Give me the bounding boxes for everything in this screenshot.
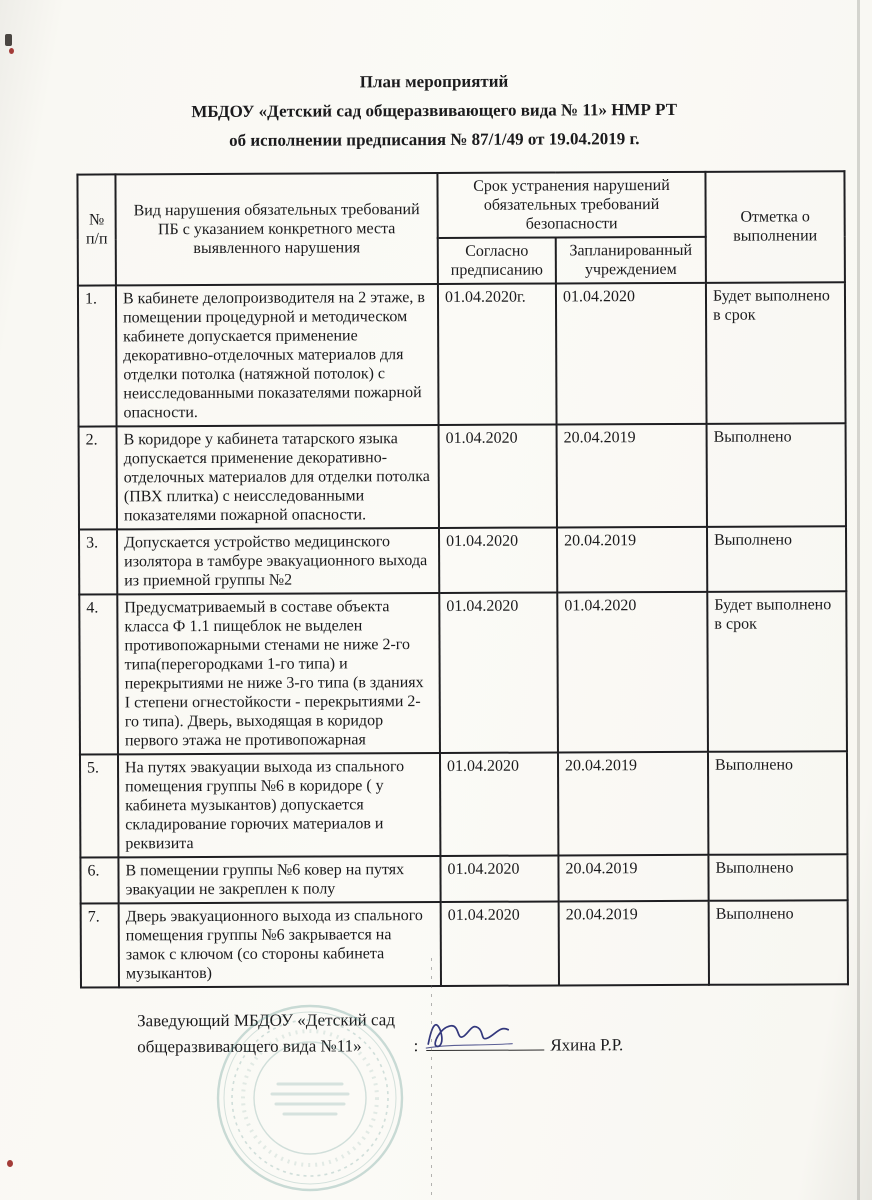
completion-mark-cell: Выполнено (709, 900, 848, 985)
title-line-2: МБДОУ «Детский сад общеразвивающего вида № 11» НМР РТ (191, 99, 678, 121)
row-num-cell: 6. (80, 857, 118, 903)
header-violation: Вид нарушения обязательных требований ПБ с указанием конкретного места выявленного нарушения (115, 173, 437, 285)
table-header (77, 171, 844, 285)
signatory-name: Яхина Р.Р. (550, 1035, 624, 1055)
table-row (81, 900, 848, 987)
planned-date-cell: 20.04.2019 (557, 423, 707, 527)
header-deadline-planned: Запланированный учреждением (556, 236, 706, 283)
table-row (79, 423, 846, 529)
row-num-cell: 2. (79, 426, 117, 529)
scan-fold-crease (431, 958, 432, 1200)
prescribed-date-cell: 01.04.2020 (441, 901, 559, 986)
prescribed-date-cell: 01.04.2020г. (438, 283, 557, 425)
signatory-position-line-2: общеразвивающего вида №11» (137, 1036, 362, 1057)
violation-cell: Дверь эвакуационного выхода из спального помещения группы №6 закрывается на замок с ключом (со стороны кабинета музыкантов) (119, 902, 441, 987)
signature-line (426, 1047, 544, 1052)
prescribed-date-cell: 01.04.2020 (439, 592, 558, 753)
violation-cell: В помещении группы №6 ковер на путях эвакуации не закреплен к полу (118, 856, 440, 903)
title-line-3: об исполнении предписания № 87/1/49 от 19.04.2019 г. (229, 128, 640, 150)
header-num: № п/п (77, 174, 115, 285)
scan-artifact-speck (9, 48, 14, 54)
signatory-position-line-1: Заведующий МБДОУ «Детский сад (137, 1009, 396, 1030)
table-row (78, 282, 846, 426)
prescribed-date-cell: 01.04.2020 (440, 855, 558, 902)
title-line-1: План мероприятий (359, 71, 509, 92)
signature-block (137, 1005, 872, 1061)
scan-artifact-speck (5, 34, 12, 46)
completion-mark-cell: Выполнено (707, 423, 846, 527)
prescribed-date-cell: 01.04.2020 (439, 527, 557, 593)
document-title-block (0, 66, 870, 156)
prescribed-date-cell: 01.04.2020 (440, 752, 558, 856)
row-num-cell: 1. (78, 285, 117, 426)
table-row (79, 526, 846, 594)
row-num-cell: 3. (79, 529, 117, 594)
header-completion: Отметка о выполнении (705, 171, 844, 283)
completion-mark-cell: Будет выполнено в срок (707, 591, 847, 752)
planned-date-cell: 20.04.2019 (559, 900, 709, 985)
violation-cell: В кабинете делопроизводителя на 2 этаже, в помещении процедурной и методическом кабинете допускается применение декоративно-отделочных материалов для отделки потолка (натяжной потолок) с неисследованными показателями пожарной опасности. (116, 284, 439, 426)
row-num-cell: 5. (80, 754, 118, 857)
table-row (80, 751, 847, 857)
completion-mark-cell: Выполнено (707, 526, 846, 592)
violation-cell: На путях эвакуации выхода из спального помещения группы №6 в коридоре ( у кабинета музыкантов) допускается складирование горючих материалов и реквизита (118, 753, 440, 857)
handwritten-signature (420, 1014, 548, 1055)
page-edge-shadow (857, 0, 860, 1200)
planned-date-cell: 01.04.2020 (557, 591, 708, 752)
table-row (80, 854, 847, 903)
violation-cell: Предусматриваемый в составе объекта класса Ф 1.1 пищеблок не выделен противопожарными стенами не ниже 2-го типа(перегородками 1-го типа) и перекрытиями не ниже 3-го типа (в зданиях I степени огнестойкости - перекрытиями 2-го типа). Дверь, выходящая в коридор первого этажа не противопожарная (117, 593, 440, 754)
signature-area (414, 1032, 624, 1059)
violation-cell: В коридоре у кабинета татарского языка допускается применение декоративно-отделочных материалов для отделки потолка (ПВХ плитка) с неисследованными показателями пожарной опасности. (117, 425, 439, 529)
row-num-cell: 4. (79, 594, 118, 754)
header-deadline-group: Срок устранения нарушений обязательных требований безопасности (437, 171, 705, 237)
prescribed-date-cell: 01.04.2020 (439, 424, 557, 528)
completion-mark-cell: Выполнено (708, 854, 847, 901)
planned-date-cell: 20.04.2019 (558, 854, 708, 901)
planned-date-cell: 20.04.2019 (558, 751, 708, 855)
table-row (79, 591, 847, 754)
planned-date-cell: 20.04.2019 (557, 526, 707, 592)
signature-colon: : (413, 1036, 419, 1056)
completion-mark-cell: Будет выполнено в срок (706, 282, 846, 424)
planned-date-cell: 01.04.2020 (556, 282, 707, 424)
violation-cell: Допускается устройство медицинского изолятора в тамбуре эвакуационного выхода из приемной группы №2 (117, 528, 439, 594)
row-num-cell: 7. (81, 903, 119, 987)
completion-mark-cell: Выполнено (708, 751, 847, 855)
scan-artifact-speck (7, 1160, 13, 1167)
violations-table (76, 170, 849, 988)
header-deadline-prescribed: Согласно предписанию (438, 237, 556, 284)
